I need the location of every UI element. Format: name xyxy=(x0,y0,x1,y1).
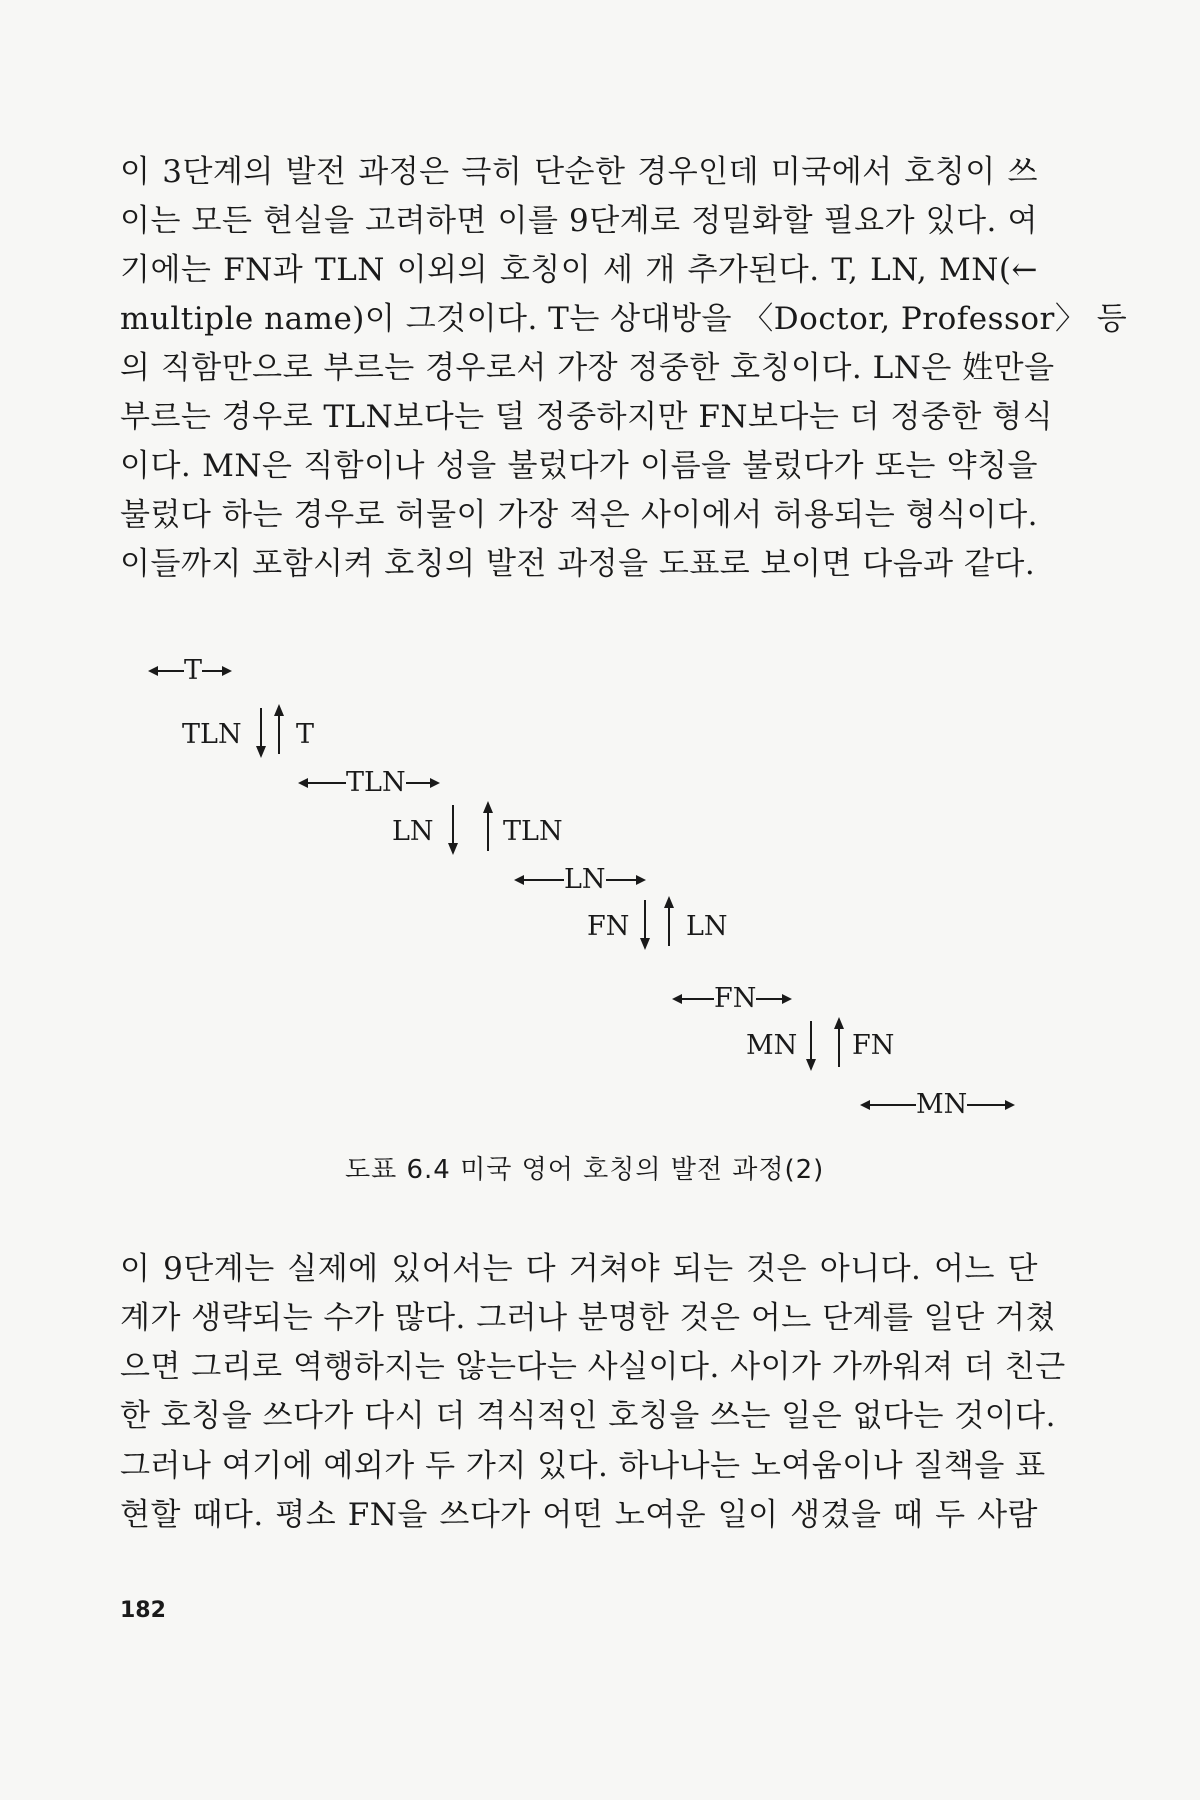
stage-fn xyxy=(672,984,792,1014)
step-down-label: LN xyxy=(392,816,434,847)
text-line: 의 직함만으로 부르는 경우로서 가장 정중한 호칭이다. LN은 姓만을 xyxy=(120,350,1055,386)
up-arrow-icon xyxy=(272,704,286,754)
left-arrow-icon xyxy=(298,776,346,790)
stage-label: T xyxy=(184,655,203,686)
stage-tln xyxy=(298,768,440,798)
right-arrow-icon xyxy=(406,776,440,790)
stage-label: FN xyxy=(714,983,757,1014)
text-line: 으면 그리로 역행하지는 않는다는 사실이다. 사이가 가까워져 더 친근 xyxy=(120,1349,1066,1385)
stage-label: MN xyxy=(916,1089,968,1120)
text-line: 이는 모든 현실을 고려하면 이를 9단계로 정밀화할 필요가 있다. 여 xyxy=(120,203,1038,239)
up-arrow-icon xyxy=(481,801,495,851)
stage-ln xyxy=(514,865,646,895)
text-line: 이 9단계는 실제에 있어서는 다 거쳐야 되는 것은 아니다. 어느 단 xyxy=(120,1251,1038,1287)
text-line: 그러나 여기에 예외가 두 가지 있다. 하나나는 노여움이나 질책을 표 xyxy=(120,1448,1046,1484)
text-line: 현할 때다. 평소 FN을 쓰다가 어떤 노여운 일이 생겼을 때 두 사람 xyxy=(120,1497,1038,1533)
text-line: 기에는 FN과 TLN 이외의 호칭이 세 개 추가된다. T, LN, MN(← xyxy=(120,252,1038,288)
text-line: 이들까지 포함시켜 호칭의 발전 과정을 도표로 보이면 다음과 같다. xyxy=(120,546,1036,582)
down-arrow-icon xyxy=(446,805,460,855)
up-arrow-icon xyxy=(662,896,676,946)
text-line: 불렀다 하는 경우로 허물이 가장 적은 사이에서 허용되는 형식이다. xyxy=(120,497,1038,533)
text-line: 계가 생략되는 수가 많다. 그러나 분명한 것은 어느 단계를 일단 거쳤 xyxy=(120,1300,1056,1336)
left-arrow-icon xyxy=(514,873,564,887)
left-arrow-icon xyxy=(672,992,714,1006)
stage-label: TLN xyxy=(346,767,406,798)
right-arrow-icon xyxy=(967,1098,1015,1112)
left-arrow-icon xyxy=(860,1098,916,1112)
step-down-label: MN xyxy=(746,1030,798,1061)
step-up-label: TLN xyxy=(503,816,563,847)
down-arrow-icon xyxy=(638,900,652,950)
stage-label: LN xyxy=(564,864,606,895)
step-up-label: T xyxy=(296,719,315,750)
paragraph-exception xyxy=(120,1442,1046,1540)
page-number: 182 xyxy=(120,1598,166,1623)
text-line: 이 3단계의 발전 과정은 극히 단순한 경우인데 미국에서 호칭이 쓰 xyxy=(120,154,1038,190)
step-up-label: FN xyxy=(852,1030,895,1061)
left-arrow-icon xyxy=(148,664,184,678)
figure-caption: 도표 6.4 미국 영어 호칭의 발전 과정(2) xyxy=(345,1155,825,1185)
text-line: 부르는 경우로 TLN보다는 덜 정중하지만 FN보다는 더 정중한 형식 xyxy=(120,399,1054,435)
step-up-label: LN xyxy=(686,911,728,942)
down-arrow-icon xyxy=(804,1021,818,1071)
stage-mn xyxy=(860,1090,1015,1120)
step-down-label: FN xyxy=(587,911,630,942)
up-arrow-icon xyxy=(832,1017,846,1067)
text-line: 이다. MN은 직함이나 성을 불렀다가 이름을 불렀다가 또는 약칭을 xyxy=(120,448,1038,484)
paragraph-body xyxy=(120,1245,1066,1441)
text-line: 한 호칭을 쓰다가 다시 더 격식적인 호칭을 쓰는 일은 없다는 것이다. xyxy=(120,1398,1056,1434)
step-down-label: TLN xyxy=(182,719,242,750)
right-arrow-icon xyxy=(756,992,792,1006)
down-arrow-icon xyxy=(254,708,268,758)
right-arrow-icon xyxy=(606,873,646,887)
right-arrow-icon xyxy=(202,664,232,678)
text-line: multiple name)이 그것이다. T는 상대방을 〈Doctor, Professor〉 등 xyxy=(120,301,1128,337)
stage-t xyxy=(148,656,232,686)
